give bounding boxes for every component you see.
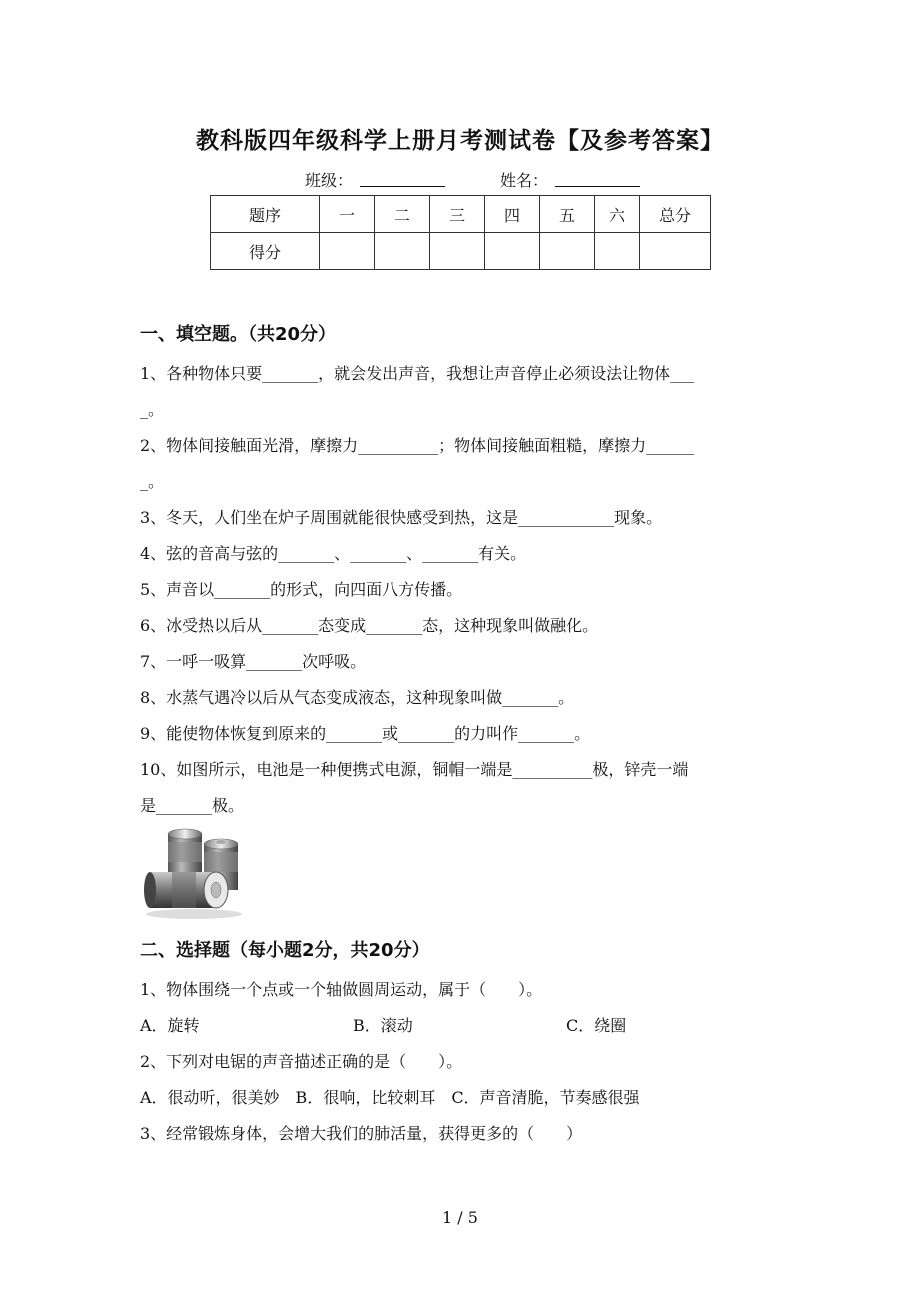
question-line: 1、各种物体只要_______，就会发出声音，我想让声音停止必须设法让物体___ — [140, 364, 695, 383]
name-label: 姓名： — [500, 171, 549, 190]
class-label: 班级： — [305, 171, 354, 190]
score-input-cell[interactable] — [640, 233, 711, 270]
question-line: 3、冬天，人们坐在炉子周围就能很快感受到热，这是____________现象。 — [140, 508, 663, 527]
score-table-header-row — [211, 196, 711, 233]
choice-question: 2、下列对电锯的声音描述正确的是（ ）。 — [140, 1052, 463, 1071]
score-input-cell[interactable] — [595, 233, 640, 270]
choice-options-line[interactable]: A．很动听，很美妙 B．很响，比较刺耳 C．声音清脆，节奏感很强 — [140, 1088, 640, 1107]
score-input-cell[interactable] — [430, 233, 485, 270]
score-header-cell: 一 — [320, 196, 375, 233]
choice-option-b[interactable]: B．滚动 — [353, 1016, 413, 1035]
score-row-label: 得分 — [211, 233, 320, 270]
score-table-score-row — [211, 233, 711, 270]
question-line: 2、物体间接触面光滑，摩擦力__________；物体间接触面粗糙，摩擦力______ — [140, 436, 695, 455]
question-line: 7、一呼一吸算_______次呼吸。 — [140, 652, 367, 671]
score-header-cell: 六 — [595, 196, 640, 233]
score-input-cell[interactable] — [320, 233, 375, 270]
score-input-cell[interactable] — [375, 233, 430, 270]
section-heading-fill-blank: 一、填空题。（共20分） — [140, 324, 337, 345]
battery-image — [142, 828, 246, 920]
question-line: _。 — [140, 400, 165, 419]
question-line: 9、能使物体恢复到原来的_______或_______的力叫作_______。 — [140, 724, 591, 743]
question-line: _。 — [140, 472, 165, 491]
page-number: 1 / 5 — [442, 1208, 478, 1227]
score-input-cell[interactable] — [485, 233, 540, 270]
name-blank — [555, 168, 640, 187]
question-line: 是_______极。 — [140, 796, 245, 815]
choice-option-a[interactable]: A．旋转 — [140, 1016, 200, 1035]
question-line: 4、弦的音高与弦的_______、_______、_______有关。 — [140, 544, 527, 563]
choice-question: 3、经常锻炼身体，会增大我们的肺活量，获得更多的（ ） — [140, 1124, 583, 1143]
choice-question: 1、物体围绕一个点或一个轴做圆周运动，属于（ ）。 — [140, 980, 543, 999]
question-line: 8、水蒸气遇冷以后从气态变成液态，这种现象叫做_______。 — [140, 688, 575, 707]
section-heading-choice: 二、选择题（每小题2分，共20分） — [140, 940, 430, 961]
score-header-cell: 五 — [540, 196, 595, 233]
score-header-cell: 四 — [485, 196, 540, 233]
question-line: 5、声音以_______的形式，向四面八方传播。 — [140, 580, 463, 599]
class-blank — [360, 168, 445, 187]
question-line: 10、如图所示，电池是一种便携式电源，铜帽一端是__________极，锌壳一端 — [140, 760, 689, 779]
score-header-cell: 二 — [375, 196, 430, 233]
score-input-cell[interactable] — [540, 233, 595, 270]
score-table — [210, 195, 711, 270]
score-header-cell: 总分 — [640, 196, 711, 233]
score-header-cell: 题序 — [211, 196, 320, 233]
score-header-cell: 三 — [430, 196, 485, 233]
question-line: 6、冰受热以后从_______态变成_______态，这种现象叫做融化。 — [140, 616, 599, 635]
page-title: 教科版四年级科学上册月考测试卷【及参考答案】 — [196, 128, 724, 154]
choice-option-c[interactable]: C．绕圈 — [566, 1016, 627, 1035]
